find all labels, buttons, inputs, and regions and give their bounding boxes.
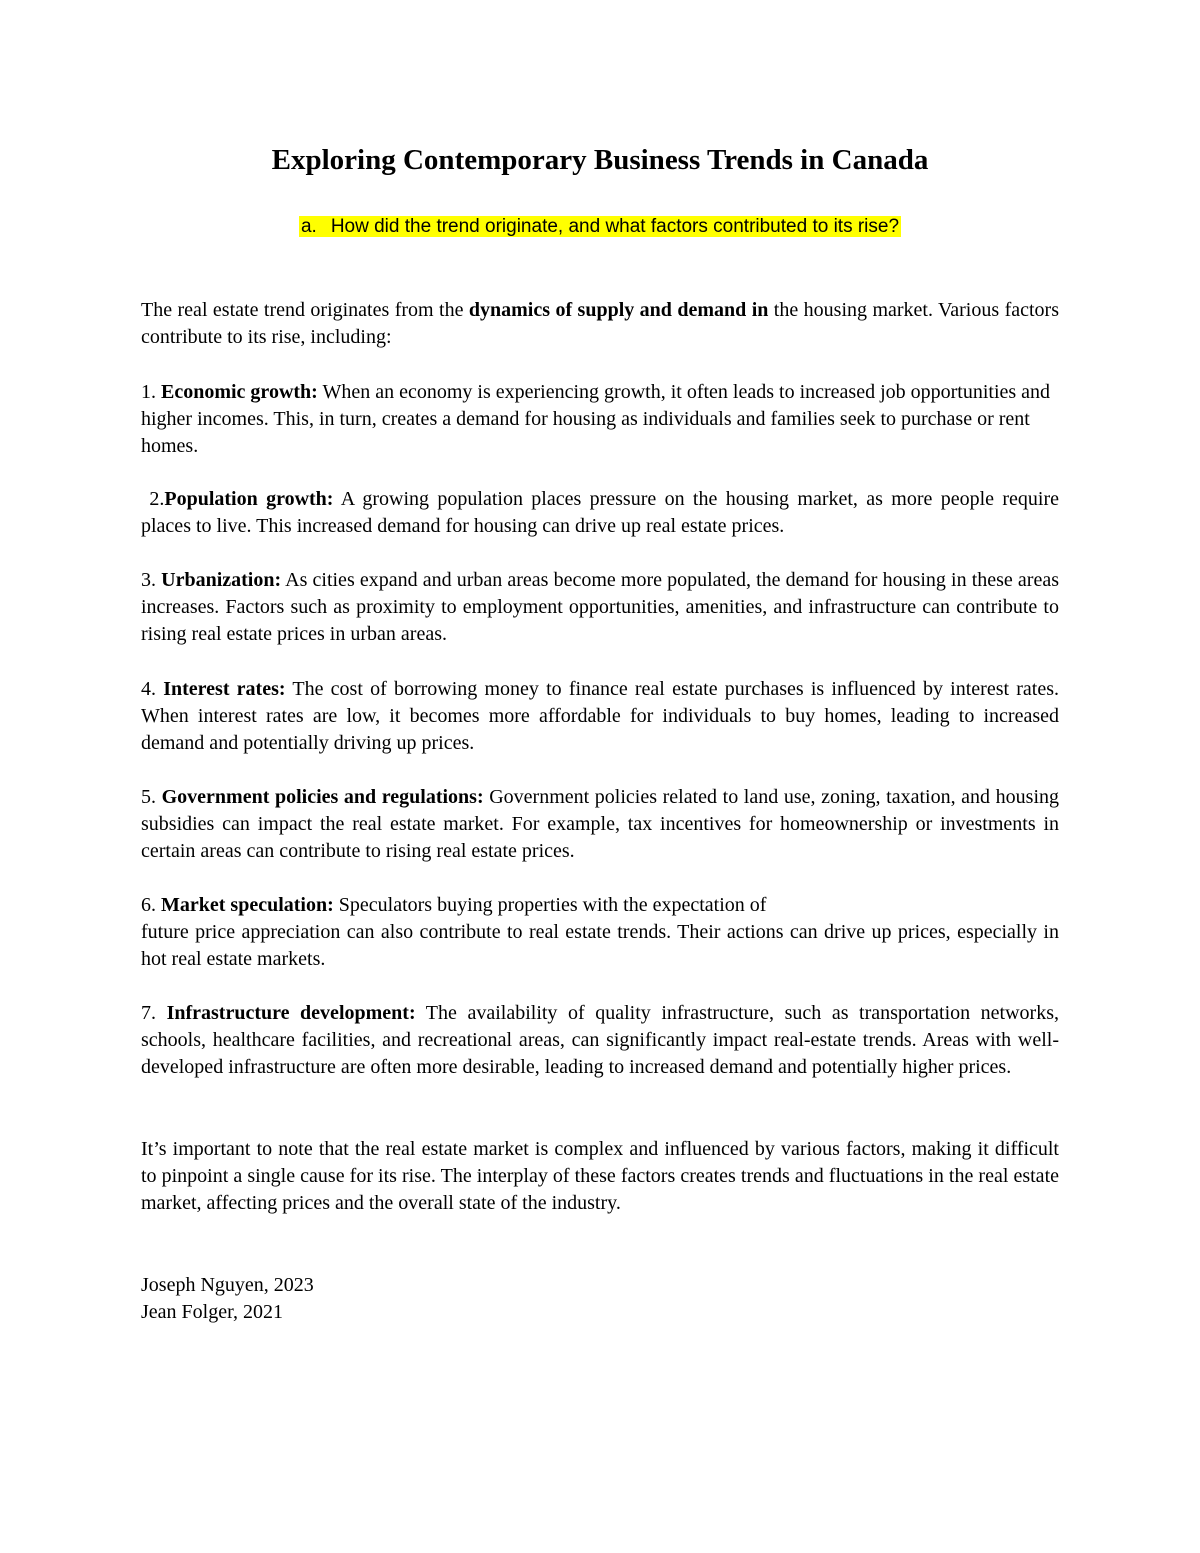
factor-number: 5.: [141, 786, 162, 808]
factor-text-continued: future price appreciation can also contribute to real estate trends. Their actions can drive up prices, especially in hot real estate markets.: [141, 921, 1059, 970]
question-text: How did the trend originate, and what factors contributed to its rise?: [330, 216, 900, 237]
factor-number: 2.: [141, 488, 165, 510]
reference-item: Jean Folger, 2021: [141, 1301, 283, 1323]
factor-text: A growing population places pressure on the housing market, as more people require places to live. This increased demand for housing can drive up real estate prices.: [141, 488, 1060, 537]
document-title: Exploring Contemporary Business Trends in Canada: [271, 144, 929, 176]
conclusion-paragraph: It’s important to note that the real estate market is complex and influenced by various factors, making it difficult to pinpoint a single cause for its rise. The interplay of these factors creates trends and fluctuations in the real estate market, affecting prices and the overall state of the industry.: [141, 1138, 1059, 1214]
factor-text: The availability of quality infrastructure, such as transportation networks, schools, healthcare facilities, and recreational areas, can significantly impact real-estate trends. Areas with well-developed infrastructure are often more desirable, leading to increased demand and potentially higher prices.: [141, 1002, 1060, 1078]
factor-title: Government policies and regulations:: [161, 786, 484, 808]
factor-paragraph-5: [141, 784, 1059, 865]
factor-title: Market speculation:: [161, 894, 334, 916]
question-marker: a.: [300, 216, 317, 237]
factor-text: Speculators buying properties with the expectation of: [333, 894, 767, 916]
factor-paragraph-3: [141, 567, 1059, 648]
factor-paragraph-6: [141, 892, 1059, 973]
factor-number: 4.: [141, 678, 164, 700]
factor-number: 3.: [141, 569, 162, 591]
factor-paragraph-2: [141, 486, 1059, 540]
intro-bold: dynamics of supply and demand in: [468, 299, 769, 321]
references: [141, 1272, 314, 1326]
factor-title: Population growth:: [164, 488, 334, 510]
factor-paragraph-7: [141, 1000, 1059, 1081]
factor-title: Urbanization:: [161, 569, 282, 591]
factor-paragraph-4: [141, 676, 1059, 757]
factor-number: 6.: [141, 894, 161, 916]
intro-pre: The real estate trend originates from the: [141, 299, 469, 321]
factor-text: As cities expand and urban areas become more populated, the demand for housing in these areas increases. Factors such as proximity to employment opportunities, amenities, and infrastructure can contribute to rising real estate prices in urban areas.: [141, 569, 1060, 645]
factor-title: Infrastructure development:: [166, 1002, 416, 1024]
factor-title: Interest rates:: [163, 678, 286, 700]
factor-number: 1.: [141, 381, 161, 403]
question-highlight: [299, 216, 901, 237]
question-heading: [0, 213, 1200, 241]
factor-text: When an economy is experiencing growth, it often leads to increased job opportunities and higher incomes. This, in turn, creates a demand for housing as individuals and families seek to purchase or rent homes.: [141, 381, 1051, 457]
intro-paragraph: [141, 297, 1059, 351]
factor-title: Economic growth:: [161, 381, 318, 403]
intro-post: the housing market. Various factors contribute to its rise, including:: [141, 299, 1059, 348]
reference-item: Joseph Nguyen, 2023: [141, 1274, 314, 1296]
factor-text: Government policies related to land use, zoning, taxation, and housing subsidies can impact the real estate market. For example, tax incentives for homeownership or investments in certain areas can contribute to rising real estate prices.: [141, 786, 1060, 862]
factor-paragraph-1: [141, 379, 1063, 460]
factor-text: The cost of borrowing money to finance real estate purchases is influenced by interest rates. When interest rates are low, it becomes more affordable for individuals to buy homes, leading to increased demand and potentially driving up prices.: [141, 678, 1059, 754]
factor-number: 7.: [141, 1002, 167, 1024]
